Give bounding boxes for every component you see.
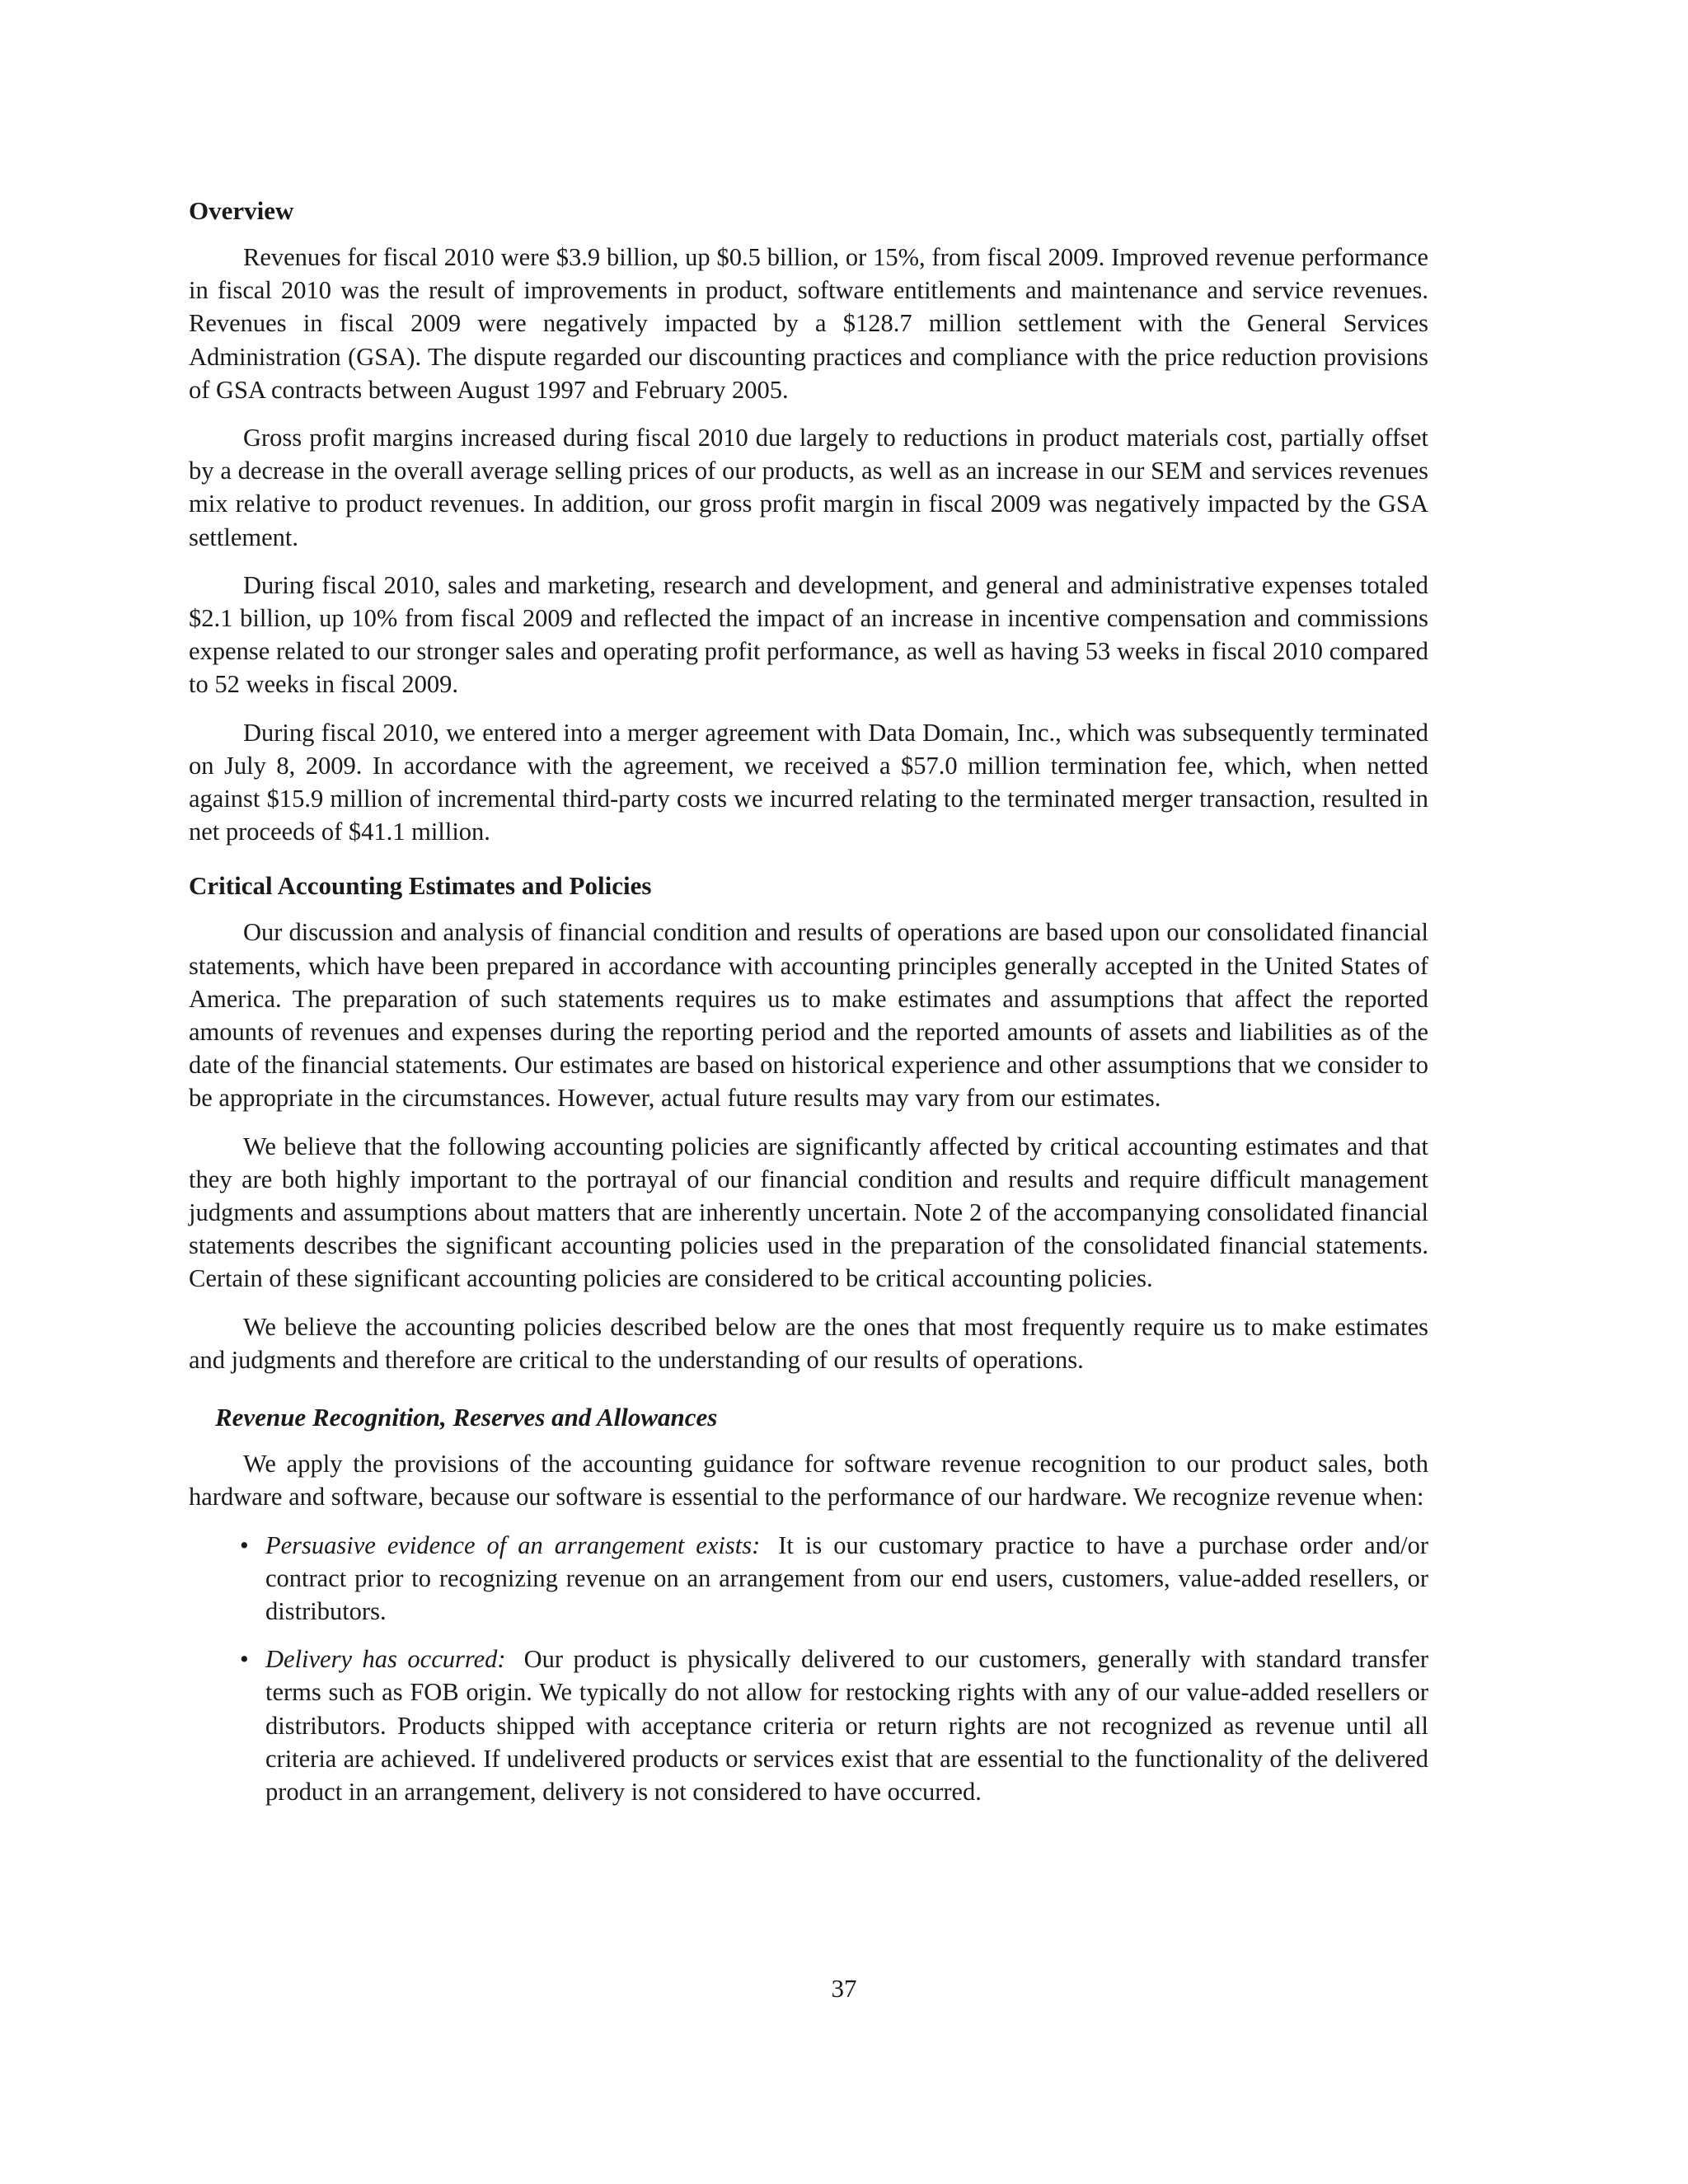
bullet-marker: • (240, 1645, 249, 1674)
bullet-term: Delivery has occurred: (265, 1645, 506, 1674)
overview-paragraph-4: During fiscal 2010, we entered into a merger agreement with Data Domain, Inc., which was subsequently terminated on July 8, 2009. In accordance with the agreement, we received a $57.0 million termination fee, which, when netted against $15.9 million of incremental third-party costs we incurred relating to the terminated merger transaction, resulted in net proceeds of $41.1 million. (189, 718, 1428, 846)
bullet-text: Our product is physically delivered to our customers, generally with standard transfer terms such as FOB origin. We typically do not allow for restocking rights with any of our value-added resellers or distributors. Products shipped with acceptance criteria or return rights are not recognized as revenue until all criteria are achieved. If undelivered products or services exist that are essential to the functionality of the delivered product in an arrangement, delivery is not considered to have occurred. (265, 1645, 1428, 1806)
overview-paragraph-3: During fiscal 2010, sales and marketing, research and development, and general and administrative expenses totaled $2.1 billion, up 10% from fiscal 2009 and reflected the impact of an increase in incentive compensation and commissions expense related to our stronger sales and operating profit performance, as well as having 53 weeks in fiscal 2010 compared to 52 weeks in fiscal 2009. (189, 570, 1428, 699)
overview-paragraph-1: Revenues for fiscal 2010 were $3.9 billion, up $0.5 billion, or 15%, from fiscal 2009. Improved revenue performance in fiscal 2010 was the result of improvements in product, software entitlements and maintenance and service revenues. Revenues in fiscal 2009 were negatively impacted by a $128.7 million settlement with the General Services Administration (GSA). The dispute regarded our discounting practices and compliance with the price reduction provisions of GSA contracts between August 1997 and February 2005. (189, 243, 1428, 404)
overview-heading: Overview (189, 196, 294, 225)
critical-paragraph-1: Our discussion and analysis of financial condition and results of operations are based upon our consolidated financial statements, which have been prepared in accordance with accounting principles generally accepted in the United States of America. The preparation of such statements requires us to make estimates and assumptions that affect the reported amounts of revenues and expenses during the reporting period and the reported amounts of assets and liabilities as of the date of the financial statements. Our estimates are based on historical experience and other assumptions that we consider to be appropriate in the circumstances. However, actual future results may vary from our estimates. (189, 918, 1428, 1113)
critical-accounting-heading: Critical Accounting Estimates and Policies (189, 871, 652, 901)
bullet-marker: • (240, 1530, 249, 1559)
list-item (189, 1643, 1428, 1808)
page-number: 37 (831, 1974, 857, 2003)
revenue-criteria-list (189, 1529, 1428, 1809)
revenue-recognition-heading: Revenue Recognition, Reserves and Allowances (215, 1403, 718, 1432)
critical-paragraph-3: We believe the accounting policies described below are the ones that most frequently require us to make estimates and judgments and therefore are critical to the understanding of our results of operations. (189, 1312, 1428, 1374)
critical-paragraph-2: We believe that the following accounting policies are significantly affected by critical accounting estimates and that they are both highly important to the portrayal of our financial condition and results and require difficult management judgments and assumptions about matters that are inherently uncertain. Note 2 of the accompanying consolidated financial statements describes the significant accounting policies used in the preparation of the consolidated financial statements. Certain of these significant accounting policies are considered to be critical accounting policies. (189, 1132, 1428, 1293)
list-item (189, 1529, 1428, 1629)
document-page (189, 194, 1428, 1823)
overview-paragraph-2: Gross profit margins increased during fiscal 2010 due largely to reductions in product materials cost, partially offset by a decrease in the overall average selling prices of our products, as well as an increase in our SEM and services revenues mix relative to product revenues. In addition, our gross profit margin in fiscal 2009 was negatively impacted by the GSA settlement. (189, 424, 1428, 551)
revenue-intro-paragraph: We apply the provisions of the accounting guidance for software revenue recognition to our product sales, both hardware and software, because our software is essential to the performance of our hardware. We recognize revenue when: (189, 1450, 1428, 1511)
bullet-term: Persuasive evidence of an arrangement exists: (265, 1530, 761, 1559)
bullet-text: It is our customary practice to have a purchase order and/or contract prior to recognizing revenue on an arrangement from our end users, customers, value-added resellers, or distributors. (265, 1530, 1428, 1625)
